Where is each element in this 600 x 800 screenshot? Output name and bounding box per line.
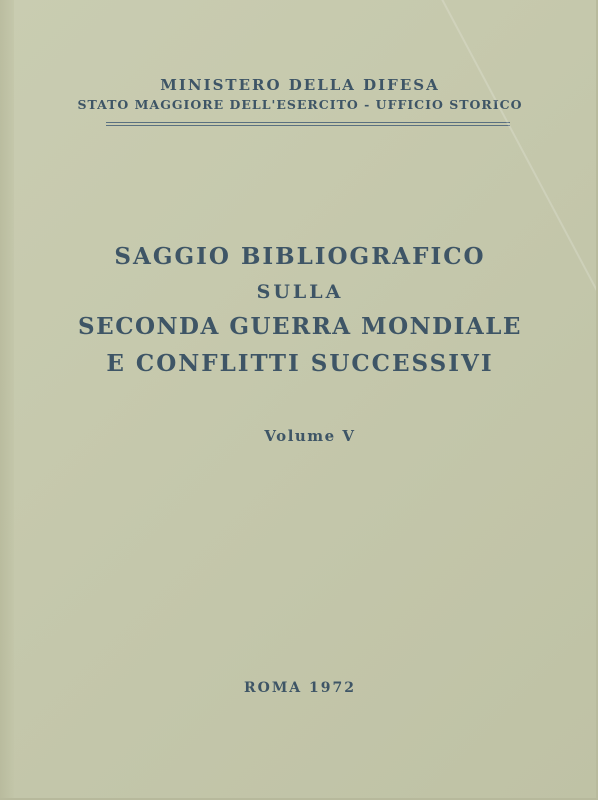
- header-divider-bottom: [106, 125, 510, 126]
- volume-label: Volume V: [264, 427, 356, 445]
- office-name: STATO MAGGIORE DELL'ESERCITO - UFFICIO STORICO: [77, 97, 523, 112]
- title-line-1: SAGGIO BIBLIOGRAFICO: [114, 243, 486, 270]
- imprint-place-year: ROMA 1972: [243, 680, 357, 696]
- title-line-2: SULLA: [256, 281, 344, 303]
- ministry-name: MINISTERO DELLA DIFESA: [160, 76, 440, 94]
- header-divider-top: [106, 122, 510, 123]
- title-line-3: SECONDA GUERRA MONDIALE: [78, 313, 522, 340]
- title-line-4: E CONFLITTI SUCCESSIVI: [106, 350, 494, 377]
